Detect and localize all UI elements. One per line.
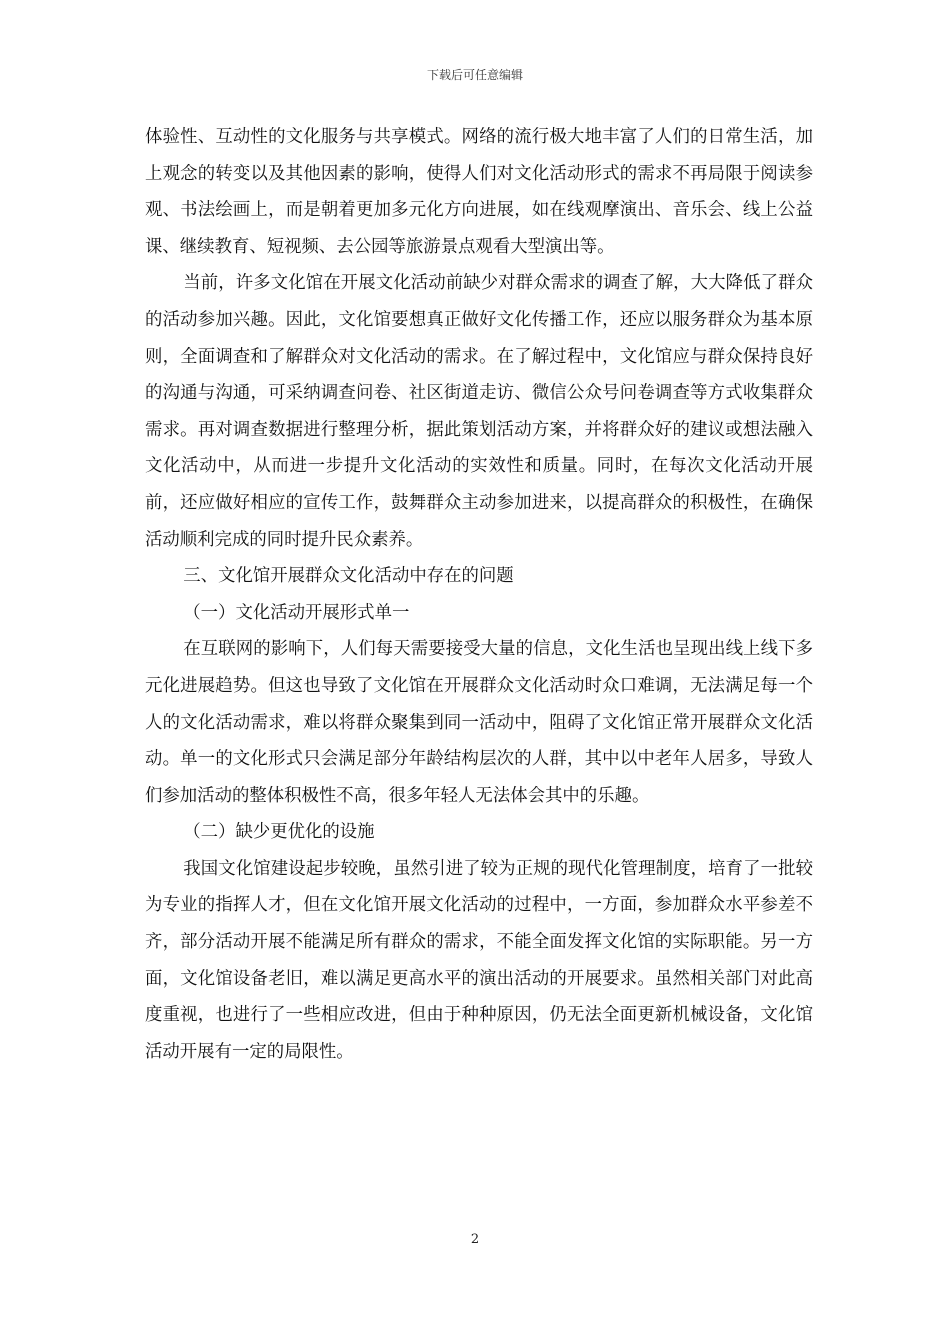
- paragraph-continuation: 体验性、互动性的文化服务与共享模式。网络的流行极大地丰富了人们的日常生活，加上观念的转变以及其他因素的影响，使得人们对文化活动形式的需求不再局限于阅读参观、书法绘画上，而是朝着更加多元化方向进展，如在线观摩演出、音乐会、线上公益课、继续教育、短视频、去公园等旅游景点观看大型演出等。: [145, 127, 813, 257]
- page-number: 2: [470, 1232, 480, 1247]
- subsection-heading: （二）缺少更优化的设施: [183, 822, 375, 843]
- section-heading: 三、文化馆开展群众文化活动中存在的问题: [183, 566, 514, 587]
- document-body: [145, 119, 813, 1070]
- page-header: 下载后可任意编辑: [426, 68, 523, 82]
- paragraph: 在互联网的影响下，人们每天需要接受大量的信息，文化生活也呈现出线上线下多元化进展趋势。但这也导致了文化馆在开展群众文化活动时众口难调，无法满足每一个人的文化活动需求，难以将群众聚集到同一活动中，阻碍了文化馆正常开展群众文化活动。单一的文化形式只会满足部分年龄结构层次的人群，其中以中老年人居多，导致人们参加活动的整体积极性不高，很多年轻人无法体会其中的乐趣。: [145, 639, 813, 806]
- subsection-heading: （一）文化活动开展形式单一: [183, 602, 410, 623]
- paragraph: 我国文化馆建设起步较晚，虽然引进了较为正规的现代化管理制度，培育了一批较为专业的指挥人才，但在文化馆开展文化活动的过程中，一方面，参加群众水平参差不齐，部分活动开展不能满足所有群众的需求，不能全面发挥文化馆的实际职能。另一方面，文化馆设备老旧，难以满足更高水平的演出活动的开展要求。虽然相关部门对此高度重视，也进行了一些相应改进，但由于种种原因，仍无法全面更新机械设备，文化馆活动开展有一定的局限性。: [145, 858, 813, 1062]
- paragraph: 当前，许多文化馆在开展文化活动前缺少对群众需求的调查了解，大大降低了群众的活动参加兴趣。因此，文化馆要想真正做好文化传播工作，还应以服务群众为基本原则，全面调查和了解群众对文化活动的需求。在了解过程中，文化馆应与群众保持良好的沟通与沟通，可采纳调查问卷、社区街道走访、微信公众号问卷调查等方式收集群众需求。再对调查数据进行整理分析，据此策划活动方案，并将群众好的建议或想法融入文化活动中，从而进一步提升文化活动的实效性和质量。同时，在每次文化活动开展前，还应做好相应的宣传工作，鼓舞群众主动参加进来，以提高群众的积极性，在确保活动顺利完成的同时提升民众素养。: [145, 273, 813, 550]
